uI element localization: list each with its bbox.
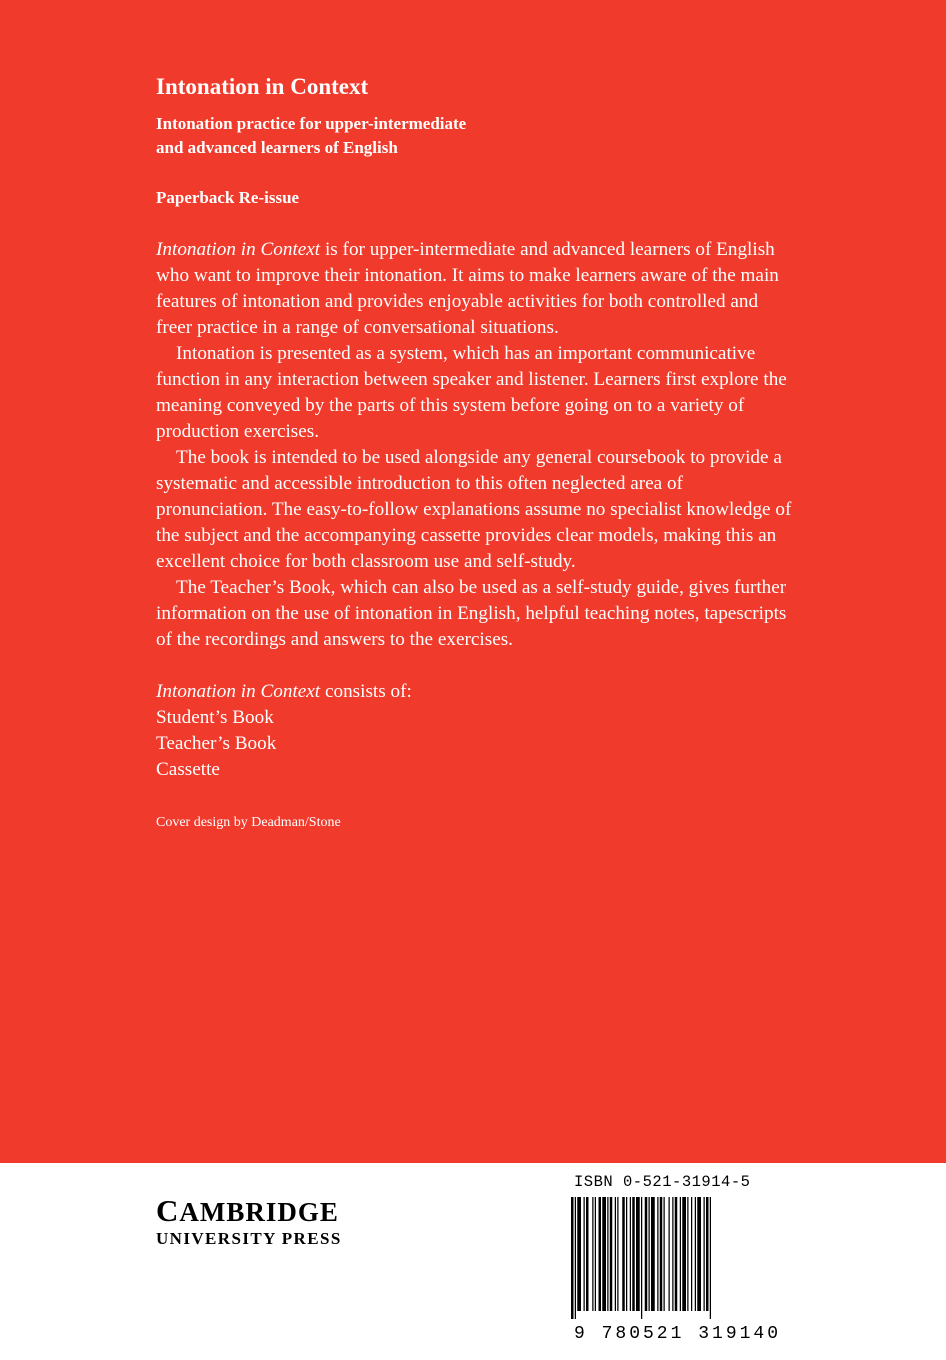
title-reference: Intonation in Context	[156, 239, 321, 260]
subtitle-line-2: and advanced learners of English	[156, 138, 398, 157]
components-list	[156, 679, 796, 783]
title-reference: Intonation in Context	[156, 681, 321, 702]
book-title: Intonation in Context	[156, 74, 369, 99]
cover-design-credit: Cover design by Deadman/Stone	[156, 815, 341, 830]
subtitle-line-1: Intonation practice for upper-intermediate	[156, 114, 467, 133]
components-intro: Intonation in Context consists of:	[156, 681, 412, 702]
footer-band	[0, 1163, 946, 1360]
description-paragraph-4: The Teacher’s Book, which can also be used as a self-study guide, gives further information on the use of intonation in English, helpful teaching notes, tapescripts of the recordings and answers to the exercises.	[156, 577, 787, 650]
isbn-label: ISBN 0-521-31914-5	[574, 1173, 751, 1191]
description-paragraph-3: The book is intended to be used alongside any general coursebook to provide a systematic and accessible introduction to this often neglected area of pronunciation. The easy-to-follow explanations assume no specialist knowledge of the subject and the accompanying cassette provides clear models, making this an excellent choice for both classroom use and self-study.	[156, 447, 792, 572]
publisher-subtitle: UNIVERSITY PRESS	[156, 1229, 342, 1248]
description-paragraph-1	[156, 237, 796, 341]
component-item: Student’s Book	[156, 707, 274, 728]
description	[156, 237, 796, 653]
component-item: Cassette	[156, 759, 220, 780]
publisher-name: CAMBRIDGE	[156, 1193, 339, 1228]
back-cover-content	[156, 72, 796, 833]
publisher-logo	[156, 1193, 342, 1249]
description-paragraph-1-text: is for upper-intermediate and advanced learners of English who want to improve their intonation. It aims to make learners aware of the main features of intonation and provides enjoyable activities for both controlled and freer practice in a range of conversational situations.	[156, 239, 779, 338]
barcode-image	[569, 1197, 755, 1319]
barcode-number: 9 780521 319140	[574, 1324, 782, 1344]
component-item: Teacher’s Book	[156, 733, 277, 754]
edition-label: Paperback Re-issue	[156, 188, 300, 207]
description-paragraph-2: Intonation is presented as a system, which has an important communicative function in any interaction between speaker and listener. Learners first explore the meaning conveyed by the parts of this system before going on to a variety of production exercises.	[156, 343, 787, 442]
